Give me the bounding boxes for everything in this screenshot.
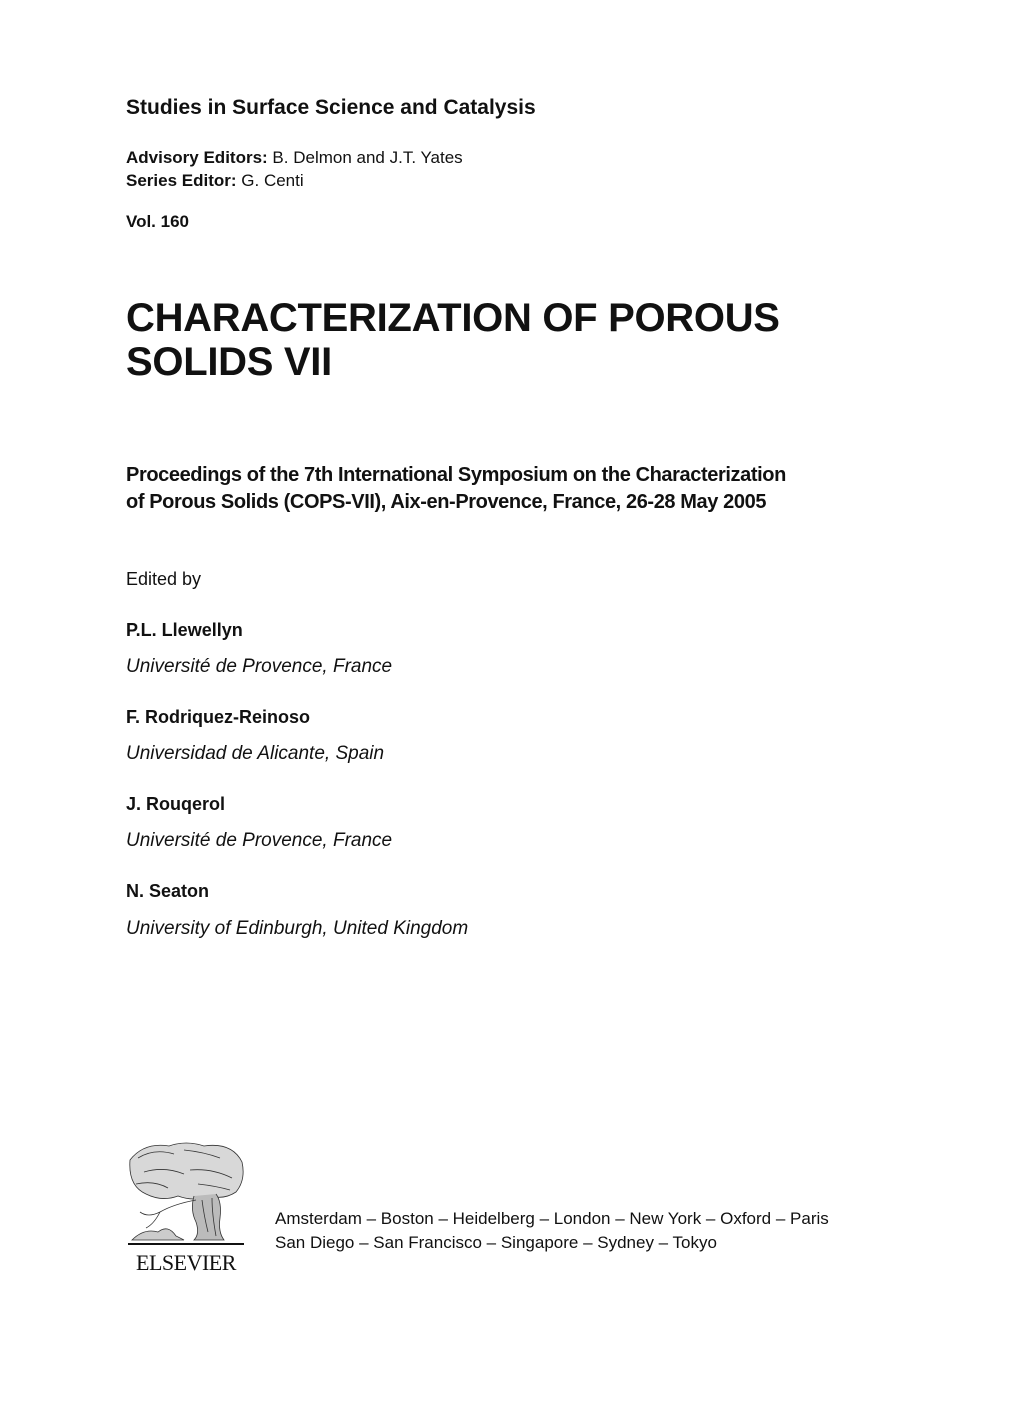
- editor-affiliation: University of Edinburgh, United Kingdom: [126, 918, 469, 939]
- editor-affiliation: Université de Provence, France: [126, 656, 393, 677]
- series-editor-value: G. Centi: [236, 171, 304, 190]
- series-editor: [126, 171, 304, 191]
- series-title: Studies in Surface Science and Catalysis: [126, 96, 536, 119]
- publisher-cities-line-1: Amsterdam – Boston – Heidelberg – London – New York – Oxford – Paris: [275, 1209, 829, 1228]
- proceedings-line-1: Proceedings of the 7th International Symposium on the Characterization: [126, 464, 786, 486]
- proceedings-subtitle: [126, 462, 786, 516]
- editor-name: N. Seaton: [126, 881, 210, 901]
- editor-name: P.L. Llewellyn: [126, 620, 243, 640]
- series-editor-label: Series Editor:: [126, 171, 237, 190]
- editor-affiliation: Universidad de Alicante, Spain: [126, 743, 385, 764]
- editor-name: F. Rodriquez-Reinoso: [126, 707, 310, 727]
- editor-affiliation: Université de Provence, France: [126, 830, 393, 851]
- proceedings-line-2: of Porous Solids (COPS-VII), Aix-en-Provence, France, 26-28 May 2005: [126, 491, 767, 513]
- book-title: [126, 296, 780, 384]
- edited-by-label: Edited by: [126, 569, 202, 589]
- advisory-editors: [126, 148, 463, 168]
- book-title-line-1: CHARACTERIZATION OF POROUS: [126, 296, 780, 340]
- publisher-name: ELSEVIER: [136, 1250, 236, 1275]
- editor-name: J. Rouqerol: [126, 794, 226, 814]
- book-title-line-2: SOLIDS VII: [126, 340, 332, 384]
- volume-number: Vol. 160: [126, 212, 189, 231]
- elsevier-logo: [124, 1140, 248, 1280]
- elsevier-tree-icon: [124, 1140, 248, 1248]
- advisory-editors-value: B. Delmon and J.T. Yates: [267, 148, 463, 167]
- advisory-editors-label: Advisory Editors:: [126, 148, 268, 167]
- publisher-cities-line-2: San Diego – San Francisco – Singapore – Sydney – Tokyo: [275, 1233, 717, 1252]
